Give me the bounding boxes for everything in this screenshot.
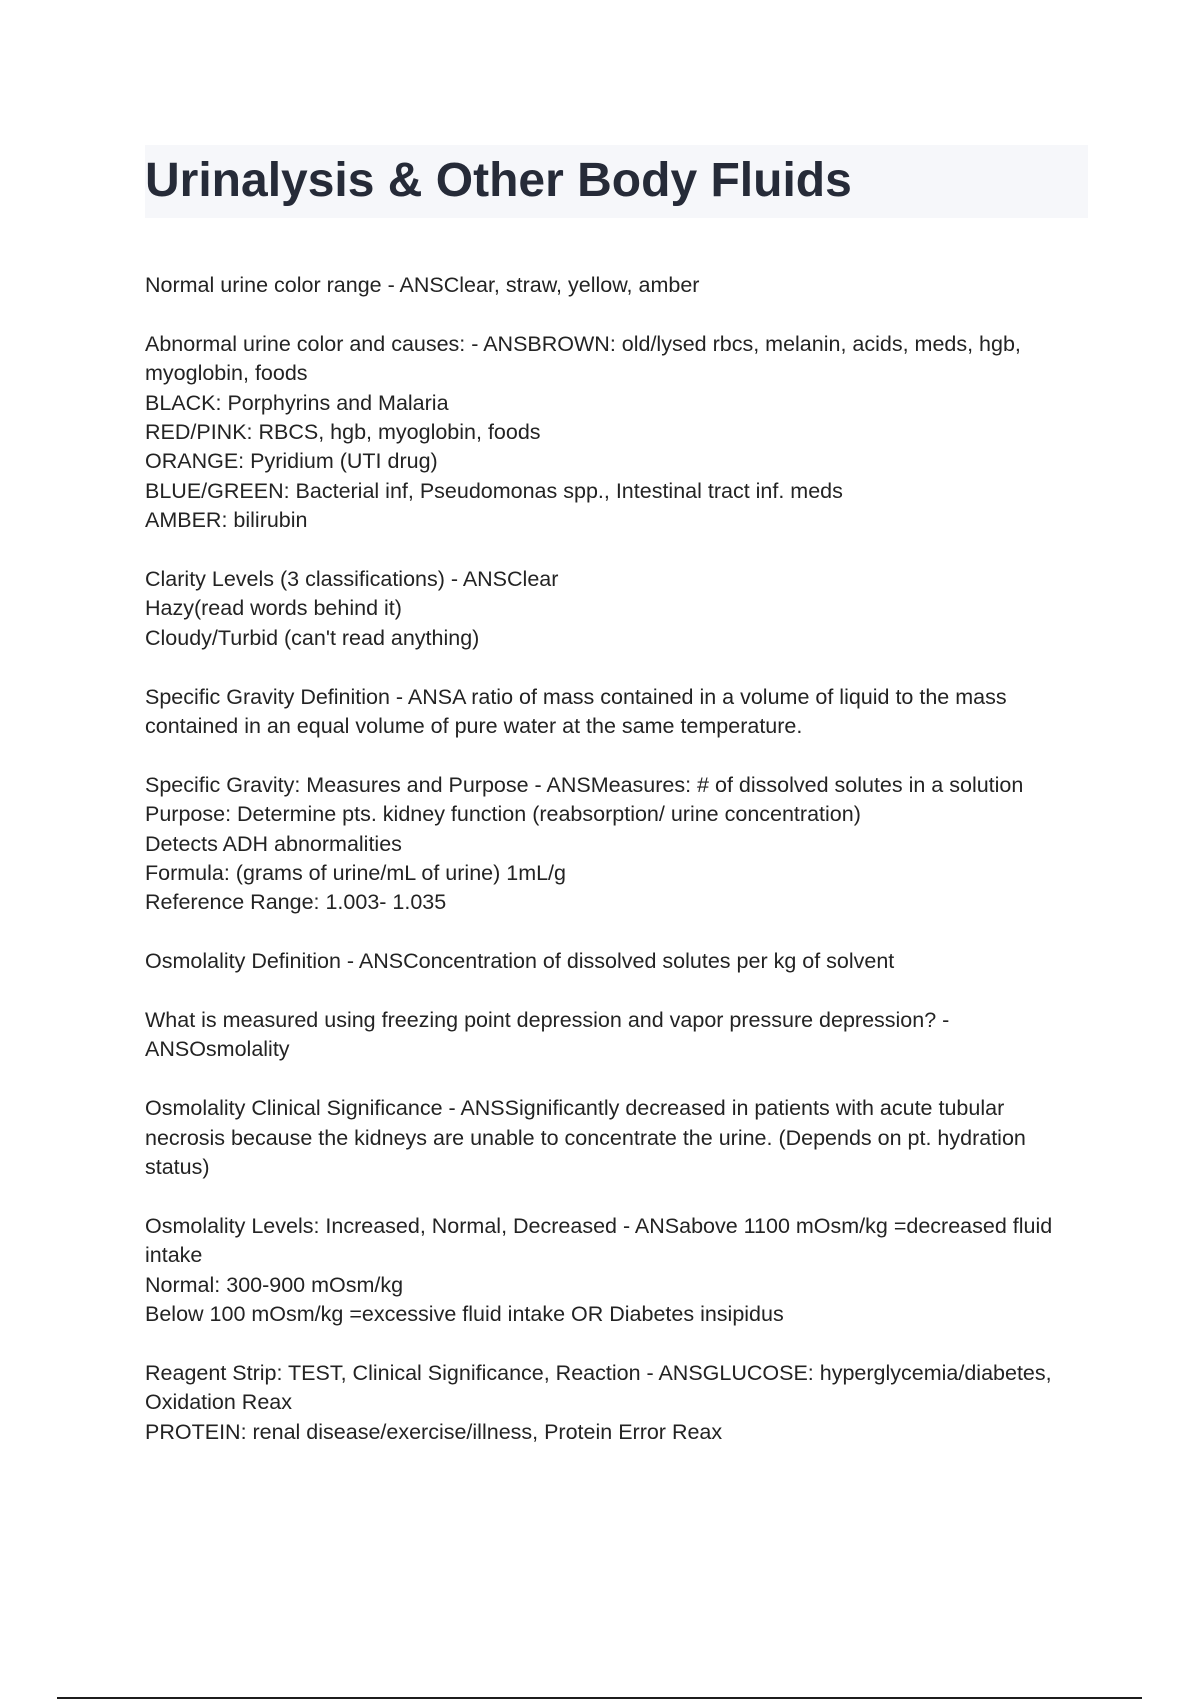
qa-entry: [145, 565, 1095, 653]
qa-entry: [145, 1212, 1095, 1330]
entry-line: ORANGE: Pyridium (UTI drug): [145, 449, 438, 474]
qa-entry: [145, 683, 1095, 742]
entry-line: intake: [145, 1243, 203, 1268]
entry-line: Clarity Levels (3 classifications) - ANSClear: [145, 567, 559, 592]
entry-line: Specific Gravity Definition - ANSA ratio of mass contained in a volume of liquid to the mass: [145, 684, 1007, 709]
document-body: [145, 271, 1095, 1477]
entry-line: Normal urine color range - ANSClear, straw, yellow, amber: [145, 273, 700, 297]
entry-line: Specific Gravity: Measures and Purpose - ANSMeasures: # of dissolved solutes in a solution: [145, 772, 1024, 797]
entry-line: Reference Range: 1.003- 1.035: [145, 890, 447, 915]
entry-line: Osmolality Definition - ANSConcentration of dissolved solutes per kg of solvent: [145, 949, 895, 974]
entry-line: status): [145, 1155, 210, 1180]
entry-line: Purpose: Determine pts. kidney function (reabsorption/ urine concentration): [145, 802, 861, 827]
qa-entry: [145, 1359, 1095, 1447]
title-block: [145, 145, 1088, 218]
entry-line: Detects ADH abnormalities: [145, 831, 402, 856]
footer-divider: [57, 1697, 1142, 1699]
page-title: Urinalysis & Other Body Fluids: [145, 154, 852, 207]
entry-line: contained in an equal volume of pure water at the same temperature.: [145, 714, 803, 739]
qa-entry: [145, 947, 1095, 976]
entry-line: BLUE/GREEN: Bacterial inf, Pseudomonas spp., Intestinal tract inf. meds: [145, 478, 843, 503]
qa-entry: [145, 1006, 1095, 1065]
entry-line: ANSOsmolality: [145, 1037, 290, 1062]
entry-line: Abnormal urine color and causes: - ANSBROWN: old/lysed rbcs, melanin, acids, meds, hgb,: [145, 331, 1021, 356]
qa-entry: [145, 271, 1095, 300]
entry-line: Normal: 300-900 mOsm/kg: [145, 1272, 404, 1297]
entry-line: Osmolality Clinical Significance - ANSSignificantly decreased in patients with acute tubular: [145, 1096, 1005, 1121]
entry-line: RED/PINK: RBCS, hgb, myoglobin, foods: [145, 420, 541, 445]
entry-line: necrosis because the kidneys are unable to concentrate the urine. (Depends on pt. hydration: [145, 1125, 1026, 1150]
qa-entry: [145, 1094, 1095, 1182]
entry-line: BLACK: Porphyrins and Malaria: [145, 390, 449, 415]
entry-line: AMBER: bilirubin: [145, 508, 308, 533]
entry-line: Cloudy/Turbid (can't read anything): [145, 625, 480, 650]
qa-entry: [145, 771, 1095, 918]
entry-line: Formula: (grams of urine/mL of urine) 1mL/g: [145, 861, 566, 886]
entry-line: PROTEIN: renal disease/exercise/illness, Protein Error Reax: [145, 1419, 723, 1444]
entry-line: Osmolality Levels: Increased, Normal, Decreased - ANSabove 1100 mOsm/kg =decreased fluid: [145, 1213, 1053, 1238]
entry-line: Below 100 mOsm/kg =excessive fluid intake OR Diabetes insipidus: [145, 1302, 784, 1327]
entry-line: What is measured using freezing point depression and vapor pressure depression? -: [145, 1008, 950, 1033]
qa-entry: [145, 330, 1095, 536]
entry-line: myoglobin, foods: [145, 361, 308, 386]
entry-line: Oxidation Reax: [145, 1390, 292, 1415]
entry-line: Reagent Strip: TEST, Clinical Significance, Reaction - ANSGLUCOSE: hyperglycemia/diabetes,: [145, 1360, 1052, 1385]
entry-line: Hazy(read words behind it): [145, 596, 402, 621]
